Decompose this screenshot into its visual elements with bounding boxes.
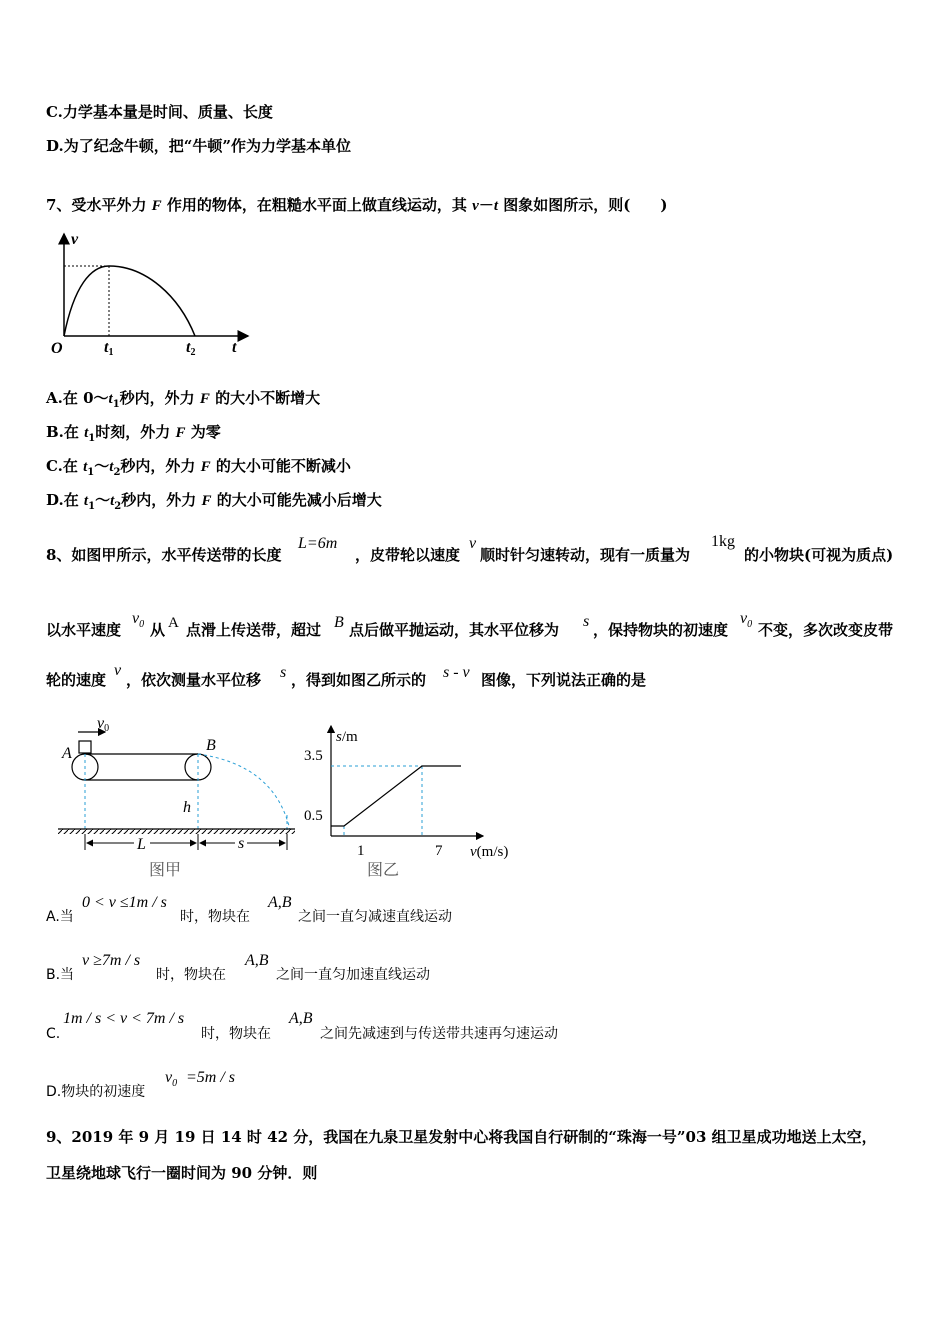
q7-option-d: D.在 $t_1\sim t_2$秒内，外力 F 的大小可能先减小后增大 xyxy=(46,491,382,512)
q8-sv-graph xyxy=(298,718,528,878)
q7-stem: 7、受水平外力 F 作用的物体，在粗糙水平面上做直线运动，其 v－t 图象如图所示，则( ) xyxy=(46,196,668,214)
q6-option-d: D.为了纪念牛顿，把“牛顿”作为力学基本单位 xyxy=(46,137,351,155)
q7-vt-graph xyxy=(46,226,256,361)
svg-text:图甲: 图甲 xyxy=(149,862,182,879)
svg-text:A: A xyxy=(62,745,72,762)
q7-option-c: C.在 $t_1\sim t_2$秒内，外力 F 的大小可能不断减小 xyxy=(46,457,351,478)
q9-stem-line2: 卫星绕地球飞行一圈时间为 90 分钟．则 xyxy=(46,1164,318,1182)
sv-xlabel: v(m/s) xyxy=(470,844,509,860)
q8-belt-speed-v: v xyxy=(469,535,477,552)
q8-length-L: L=6m xyxy=(298,535,338,552)
fig2-caption: 图乙 xyxy=(367,862,400,878)
x-tick-1: 1 xyxy=(357,843,365,859)
y-tick-hi: 3.5 xyxy=(304,748,323,764)
sv-ylabel: s/m xyxy=(336,729,358,745)
svg-text:s: s xyxy=(238,835,245,852)
sv-series-line xyxy=(331,766,461,826)
t1-label: t1 xyxy=(104,339,114,358)
t-axis-label: t xyxy=(232,339,237,356)
y-tick-lo: 0.5 xyxy=(304,808,323,824)
q8-fig-belt xyxy=(50,710,305,882)
origin-label: O xyxy=(51,340,63,357)
svg-text:L: L xyxy=(137,836,146,853)
q9-stem-line1: 9、2019 年 9 月 19 日 14 时 42 分，我国在九泉卫星发射中心将我国自行研制的“珠海一号”03 组卫星成功地送上太空， xyxy=(46,1128,877,1146)
q8-v0: $v_0$ xyxy=(132,610,145,631)
q8-mass: 1kg xyxy=(711,533,735,550)
q7-option-b: B.在 $t_1$时刻，外力 F 为零 xyxy=(46,423,221,444)
x-tick-7: 7 xyxy=(435,843,443,859)
svg-text:B: B xyxy=(206,737,216,754)
block xyxy=(79,741,91,753)
q6-option-c: C.力学基本量是时间、质量、长度 xyxy=(46,103,273,121)
svg-text:h: h xyxy=(183,799,191,816)
svg-text:v0: v0 xyxy=(97,715,110,734)
t2-label: t2 xyxy=(186,339,196,358)
v-axis-label: v xyxy=(71,231,79,248)
q7-option-a: A.在 $0\sim t_1$秒内，外力 F 的大小不断增大 xyxy=(46,389,321,410)
